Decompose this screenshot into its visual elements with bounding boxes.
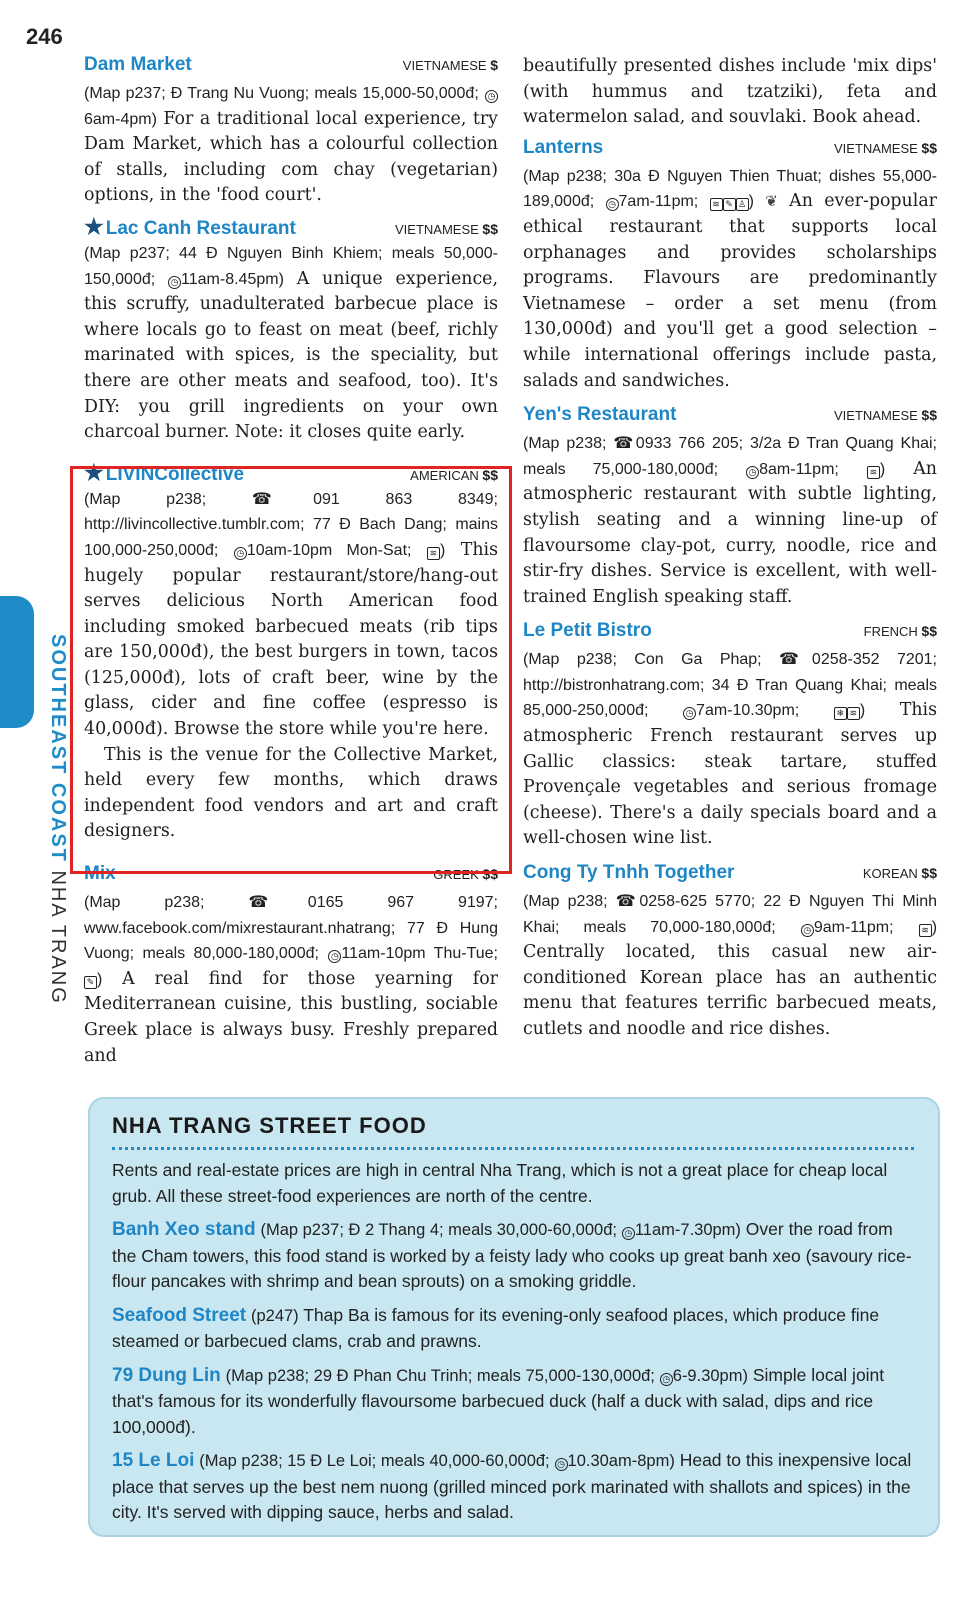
listing-dam-market [84, 54, 498, 209]
street-food-box [88, 1097, 940, 1537]
listing-lanterns [523, 137, 937, 394]
price-indicator: $$ [921, 407, 937, 424]
price-indicator: $$ [482, 220, 498, 237]
listing-info: (Map p237; 44 Đ Nguyen Binh Khiem; meals 50,000-150,000đ; [84, 244, 498, 288]
listing-body: (Map p238; ☎0258-625 5770; 22 Đ Nguyen Thi Minh Khai; meals 70,000-180,000đ; ◷ 9am-11pm; ≋ ) Centrally located, this casual new air-conditioned Korean place has an authentic menu that features terrific barbecued meats, cutlets and noodle and rice dishes. [523, 893, 938, 1039]
listing-body [84, 241, 498, 446]
listing-category: AMERICAN $$ [410, 466, 498, 483]
clock-icon: ◷ [234, 547, 247, 560]
price-indicator: $$ [921, 623, 937, 640]
listing-description: An ever-popular ethical restaurant that supports local orphanages and provides scholarships programs. Flavours are predominantly Vietnamese – order a set menu (from 130,000đ) and you'll get a good selection – while international offerings include pasta, salads and sandwiches. [523, 191, 937, 391]
listing-le-petit-bistro [523, 620, 937, 852]
price-indicator: $$ [921, 865, 937, 882]
listing-hours: 7am-11pm; [618, 193, 699, 211]
chapter-tab [0, 596, 34, 728]
listing-category: VIETNAMESE $$ [834, 139, 937, 156]
clock-icon: ◷ [622, 1227, 635, 1240]
listing-name: Cong Ty Tnhh Together [523, 862, 735, 884]
listing-hours: 11am-8.45pm) [181, 270, 284, 288]
menu-icon: ✎ [84, 976, 97, 989]
clock-icon: ◷ [746, 466, 759, 479]
listing-name: Lanterns [523, 136, 604, 158]
listing-info: (Map p238; ☎0165 967 9197; www.facebook.com/mixrestaurant.nhatrang; 77 Đ Hung Vuong; meals 80,000-180,000đ; [84, 894, 498, 963]
street-food-title: NHA TRANG STREET FOOD [112, 1113, 914, 1150]
listing-description: A unique experience, this scruffy, unadulterated barbecue place is where locals go to feast on meat (beef, richly marinated with spices, is the speciality, but there are other meats and seafood, too). It's DIY: you grill ingredients on your own charcoal burner. Note: it closes quite early. [84, 268, 499, 443]
street-food-item: 79 Dung Lin (Map p238; 29 Đ Phan Chu Trinh; meals 75,000-130,000đ; ◷ 6-9.30pm) Simple local joint that's famous for its wonderfully flavoursome barbecued duck (half a duck with salad, dips and rice 100,000đ). [112, 1364, 885, 1437]
street-food-name: 15 Le Loi [112, 1450, 195, 1471]
wifi-icon: ≋ [919, 924, 932, 937]
listing-livin-collective [84, 460, 498, 845]
price-indicator: $$ [921, 139, 937, 156]
listing-description: An atmospheric restaurant with subtle lighting, stylish seating and a winning line-up of flavoursome clay-pot, curry, noodle, rice and stir-fry dishes. Service is excellent, with well-trained English speaking staff. [523, 458, 937, 607]
street-food-item: 15 Le Loi (Map p238; 15 Đ Le Loi; meals 40,000-60,000đ; ◷ 10.30am-8pm) Head to this inexpensive local place that serves up the best nem nuong (grilled minced pork marinated with shallots and spices) in the city. It's served with dipping sauce, herbs and salad. [112, 1450, 912, 1522]
listing-hours: 11am-10pm Thu-Tue; [341, 945, 498, 963]
star-icon: ★ [84, 459, 104, 485]
listing-description-2: This is the venue for the Collective Market, held every few months, which draws independent food vendors and art and craft designers. [84, 744, 498, 842]
clock-icon: ◷ [555, 1458, 568, 1471]
listing-category: VIETNAMESE $ [402, 57, 498, 73]
clock-icon: ◷ [683, 707, 696, 720]
listing-name: ★ Lac Canh Restaurant [84, 213, 296, 239]
mix-continued-text: beautifully presented dishes include 'mix dips' (with hummus and tzatziki), feta and watermelon salad, and souvlaki. Book ahead. [523, 56, 937, 128]
side-label-region: SOUTHEAST COAST [47, 634, 69, 863]
clock-icon: ◷ [660, 1373, 673, 1386]
wifi-icon: ≋ [710, 198, 723, 211]
listing-description: Centrally located, this casual new air-conditioned Korean place has an authentic menu that features terrific barbecued meats, cutlets and noodle and rice dishes. [523, 942, 937, 1039]
listing-info: (Map p238; Con Ga Phap; ☎0258-352 7201; http://bistronhatrang.com; 34 Đ Tran Quang Khai; meals 85,000-250,000đ; [523, 651, 937, 720]
clock-icon: ◷ [168, 276, 181, 289]
listing-description: A real find for those yearning for Mediterranean cuisine, this bustling, sociable Greek place is always busy. Freshly prepared and [84, 968, 498, 1066]
listing-body: (Map p238; ☎0165 967 9197; www.facebook.com/mixrestaurant.nhatrang; 77 Đ Hung Vuong; meals 80,000-180,000đ; ◷ 11am-10pm Thu-Tue; ✎ ) A real find for those yearning for Mediterranean cuisine, this bustling, sociable Greek place is always busy. Freshly prepared and [84, 894, 498, 1066]
price-indicator: $ [490, 57, 498, 73]
right-column [523, 54, 937, 1048]
street-food-item: Banh Xeo stand (Map p237; Đ 2 Thang 4; meals 30,000-60,000đ; ◷ 11am-7.30pm) Over the road from the Cham towers, this food stand is worked by a feisty lady who cooks up great banh xeo (savoury rice-flour pancakes with shrimp and bean sprouts) on a smoking griddle. [112, 1219, 912, 1291]
listing-info: (Map p238; ☎0933 766 205; 3/2a Đ Tran Quang Khai; meals 75,000-180,000đ; [523, 435, 937, 478]
listing-name: Dam Market [84, 54, 192, 75]
listing-yens-restaurant [523, 404, 937, 610]
listing-body: (Map p238; 30a Đ Nguyen Thien Thuat; dishes 55,000-189,000đ; ◷ 7am-11pm; ≋ ✎ ♙ ) ❦ An ever-popular ethical restaurant that supports local orphanages and provides scholarships programs. Flavours are predominantly Vietnamese – order a set menu (from 130,000đ) and you'll get a good selection – while international offerings include pasta, salads and sandwiches. [523, 167, 937, 391]
price-indicator: $$ [482, 466, 498, 483]
listing-name: Mix [84, 863, 116, 885]
street-food-name: Seafood Street [112, 1304, 247, 1326]
wifi-icon: ≋ [867, 466, 880, 479]
listing-name: Le Petit Bistro [523, 620, 652, 642]
listing-description: This atmospheric French restaurant serves up Gallic classics: steak tartare, stuffed Provençale vegetables and serious fromage (cheese). There's a daily specials board and a well-chosen wine list. [523, 700, 938, 849]
clock-icon: ◷ [606, 198, 619, 211]
listing-hours: 10am-10pm Mon-Sat; [246, 541, 412, 559]
listing-name: Yen's Restaurant [523, 404, 677, 426]
listing-body: (Map p238; ☎091 863 8349; http://livincollective.tumblr.com; 77 Đ Bach Dang; mains 100,000-250,000đ; ◷ 10am-10pm Mon-Sat; ≋ ) This hugely popular restaurant/store/hang-out serves delicious North American food including smoked barbecued meats (rib tips are 150,000đ), the best burgers in town, tacos (125,000đ), lots of craft beer, wine by the glass, cider and fine coffee (espresso is 40,000đ). Browse the store while you're here. [84, 490, 499, 740]
side-label-city: NHA TRANG [47, 870, 69, 1005]
listing-info: (Map p238; 30a Đ Nguyen Thien Thuat; dishes 55,000-189,000đ; [523, 167, 937, 211]
price-indicator: $$ [482, 866, 498, 883]
listing-description: For a traditional local experience, try Dam Market, which has a colourful collection of stalls, including com chay (vegetarian) options, in the 'food court'. [84, 108, 499, 206]
sustainable-leaf-icon: ❦ [765, 192, 778, 211]
listing-body: (Map p238; ☎0933 766 205; 3/2a Đ Tran Quang Khai; meals 75,000-180,000đ; ◷ 8am-11pm; ≋ ) An atmospheric restaurant with subtle lighting, stylish seating and a winning line-up of flavoursome clay-pot, curry, noodle, rice and stir-fry dishes. Service is excellent, with well-trained English speaking staff. [523, 435, 937, 607]
listing-category: GREEK $$ [433, 866, 498, 883]
star-icon: ★ [84, 213, 104, 239]
listing-hours: 8am-11pm; [759, 460, 839, 478]
listing-hours: 9am-11pm; [813, 918, 894, 936]
listing-body [84, 81, 498, 209]
clock-icon: ◷ [328, 950, 341, 963]
street-food-name: Banh Xeo stand [112, 1219, 256, 1240]
listing-category: FRENCH $$ [863, 623, 937, 640]
listing-info: (Map p238; ☎091 863 8349; http://livincollective.tumblr.com; 77 Đ Bach Dang; mains 100,000-250,000đ; [84, 490, 498, 559]
listing-info: (Map p238; ☎0258-625 5770; 22 Đ Nguyen Thi Minh Khai; meals 70,000-180,000đ; [523, 893, 937, 936]
air-conditioning-icon: ❄ [834, 707, 847, 720]
clock-icon: ◷ [801, 924, 814, 937]
listing-category: KOREAN $$ [862, 865, 937, 882]
family-icon: ♙ [736, 198, 749, 211]
left-column [84, 54, 498, 1074]
menu-icon: ✎ [723, 198, 736, 211]
listing-info: (Map p237; Đ Trang Nu Vuong; meals 15,000-50,000đ; [84, 85, 479, 102]
listing-lac-canh [84, 214, 498, 446]
listing-mix [84, 863, 498, 1069]
listing-category: VIETNAMESE $$ [395, 220, 498, 237]
chapter-side-label [46, 634, 69, 1005]
listing-hours: 7am-10.30pm; [696, 702, 800, 720]
page-number: 246 [26, 24, 63, 49]
wifi-icon: ≋ [847, 707, 860, 720]
wifi-icon: ≋ [427, 547, 440, 560]
street-food-intro: Rents and real-estate prices are high in central Nha Trang, which is not a great place for cheap local grub. All these street-food experiences are north of the centre. [112, 1160, 888, 1206]
listing-description: This hugely popular restaurant/store/hang-out serves delicious North American food including smoked barbecued meats (rib tips are 150,000đ), the best burgers in town, tacos (125,000đ), lots of craft beer, wine by the glass, cider and fine coffee (espresso is 40,000đ). Browse the store while you're here. [84, 539, 499, 740]
listing-hours: 6am-4pm) [84, 110, 157, 128]
listing-body: (Map p238; Con Ga Phap; ☎0258-352 7201; http://bistronhatrang.com; 34 Đ Tran Quang Khai; meals 85,000-250,000đ; ◷ 7am-10.30pm; ❄ ≋ ) This atmospheric French restaurant serves up Gallic classics: steak tartare, stuffed Provençale vegetables and serious fromage (cheese). There's a daily specials board and a well-chosen wine list. [523, 651, 938, 849]
listing-cong-ty-together [523, 862, 937, 1043]
street-food-name: 79 Dung Lin [112, 1364, 221, 1386]
clock-icon: ◷ [485, 90, 498, 103]
listing-name: ★ LIVINCollective [84, 459, 245, 485]
street-food-item: Seafood Street (p247) Thap Ba is famous for its evening-only seafood places, which produce fine steamed or barbecued clams, crab and prawns. [112, 1304, 880, 1351]
listing-category: VIETNAMESE $$ [834, 407, 937, 424]
